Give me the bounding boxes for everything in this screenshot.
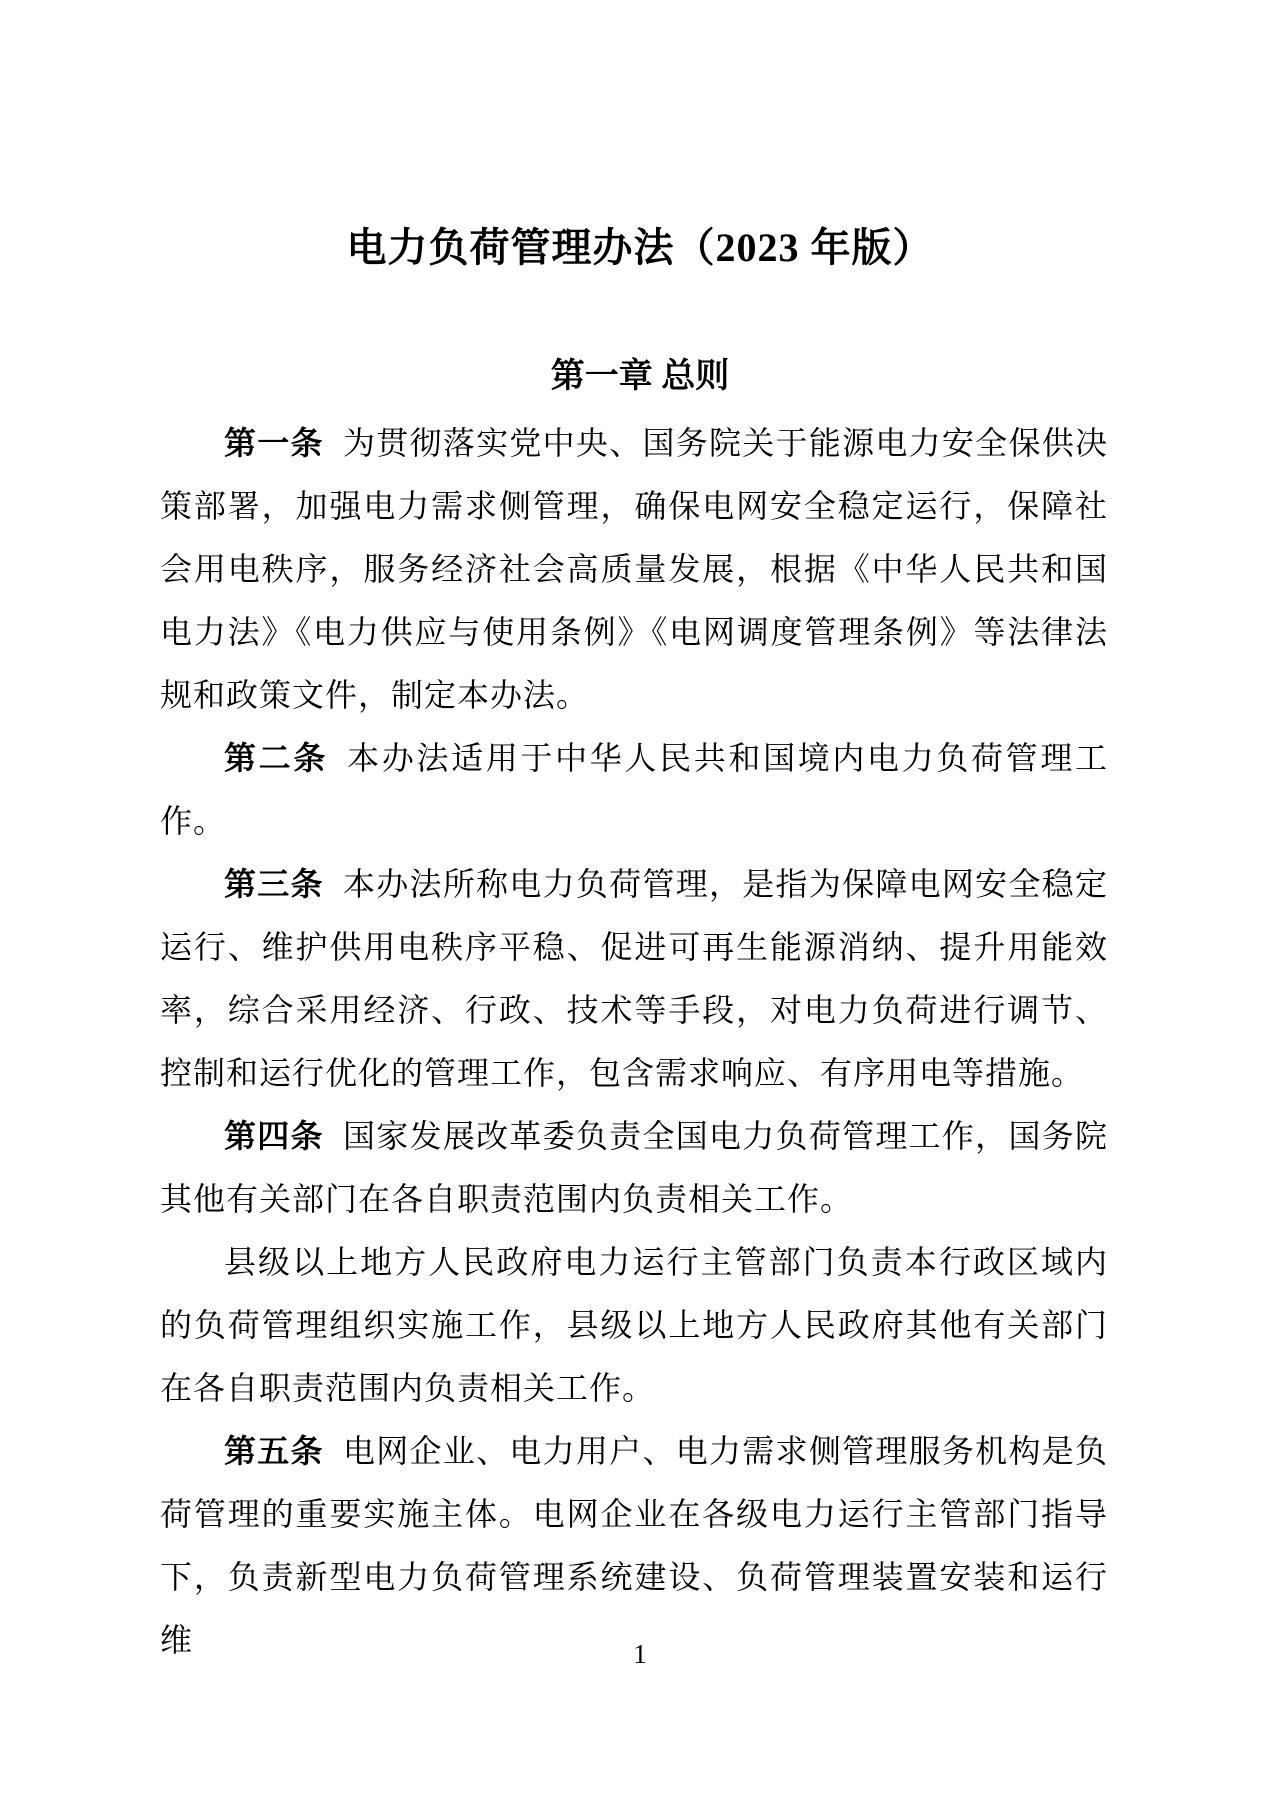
paragraph-article-4 xyxy=(160,1105,1108,1231)
article-2-label: 第二条 xyxy=(224,740,328,776)
article-5-text: 电网企业、电力用户、电力需求侧管理服务机构是负荷管理的重要实施主体。电网企业在各级电力运行主管部门指导下，负责新型电力负荷管理系统建设、负荷管理装置安装和运行维 xyxy=(160,1433,1108,1658)
paragraph-article-3 xyxy=(160,853,1108,1105)
article-1-label: 第一条 xyxy=(224,425,324,461)
article-1-text: 为贯彻落实党中央、国务院关于能源电力安全保供决策部署，加强电力需求侧管理，确保电网安全稳定运行，保障社会用电秩序，服务经济社会高质量发展，根据《中华人民共和国电力法》《电力供应与使用条例》《电网调度管理条例》等法律法规和政策文件，制定本办法。 xyxy=(160,425,1108,713)
article-5-label: 第五条 xyxy=(224,1433,324,1469)
document-title: 电力负荷管理办法（2023 年版） xyxy=(346,225,934,270)
article-4-sub-text: 县级以上地方人民政府电力运行主管部门负责本行政区域内的负荷管理组织实施工作，县级以上地方人民政府其他有关部门在各自职责范围内负责相关工作。 xyxy=(160,1244,1108,1406)
article-4-text: 国家发展改革委负责全国电力负荷管理工作，国务院其他有关部门在各自职责范围内负责相关工作。 xyxy=(160,1118,1108,1217)
chapter-heading: 第一章 总则 xyxy=(550,358,730,395)
paragraph-article-2 xyxy=(160,727,1108,853)
paragraph-article-5 xyxy=(160,1420,1108,1672)
article-3-label: 第三条 xyxy=(224,866,324,902)
paragraph-article-1 xyxy=(160,412,1108,727)
document-body xyxy=(160,412,1108,1672)
article-4-label: 第四条 xyxy=(224,1118,324,1154)
article-2-text: 本办法适用于中华人民共和国境内电力负荷管理工作。 xyxy=(160,740,1108,839)
paragraph-article-4-sub xyxy=(160,1231,1108,1420)
page-number: 1 xyxy=(633,1639,647,1669)
article-3-text: 本办法所称电力负荷管理，是指为保障电网安全稳定运行、维护供用电秩序平稳、促进可再生能源消纳、提升用能效率，综合采用经济、行政、技术等手段，对电力负荷进行调节、控制和运行优化的管理工作，包含需求响应、有序用电等措施。 xyxy=(160,866,1108,1091)
